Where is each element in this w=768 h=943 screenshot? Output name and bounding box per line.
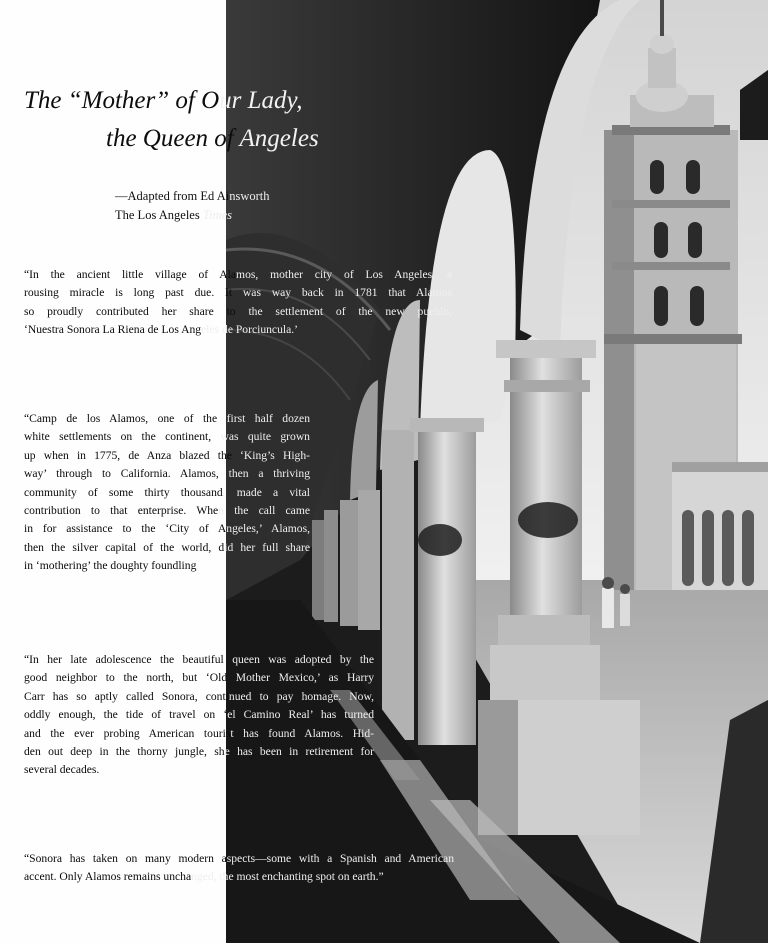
text-segment-light: several decades.	[24, 763, 100, 777]
text-line	[24, 502, 310, 520]
text-segment-light: oddly enough, the tide of travel on ‘	[24, 708, 228, 722]
text-segment-dark: was quite grown	[220, 430, 310, 444]
text-line	[24, 743, 374, 761]
text-segment-dark: was way back in 1781 that Alamos	[242, 286, 452, 300]
text-segment-dark: nued to pay homage. Now,	[228, 689, 374, 703]
text-segment-dark: t has found Alamos. Hid-	[230, 726, 374, 740]
text-segment-light: community of some thirty thousand	[24, 485, 223, 499]
text-segment-light: “In her late adolescence the beautiful	[24, 653, 233, 666]
text-segment-dark: e has been in retirement for	[224, 745, 374, 759]
text-line	[24, 706, 374, 724]
text-line	[24, 725, 374, 743]
text-segment-dark: el Camino Real’ has turned	[227, 708, 375, 722]
text-segment-light: rousing miracle is long past due. It	[24, 286, 243, 300]
paragraph-4	[24, 850, 454, 887]
text-segment-light: Carr has so aptly called Sonora, conti	[24, 689, 229, 703]
text-line	[24, 651, 374, 669]
text-segment-dark: ‘King’s High-	[231, 448, 310, 462]
paragraph-3	[24, 651, 374, 780]
text-segment-light: “Camp de los Alamos, one of the	[24, 412, 227, 425]
text-segment-light: ‘Nuestra Sonora La Riena de Los Ang	[24, 323, 202, 337]
text-segment-dark: n the call came	[218, 504, 310, 518]
paragraph-1	[24, 266, 452, 340]
text-line	[24, 465, 310, 483]
text-segment-dark: then a thriving	[228, 467, 310, 481]
text-segment-dark: ngeles,’ Alamos,	[226, 522, 310, 536]
text-segment-light: white settlements on the continent,	[24, 430, 221, 444]
text-segment-light: way’ through to California. Alamos,	[24, 467, 229, 481]
text-line	[24, 520, 310, 538]
text-line	[24, 321, 452, 339]
text-segment-dark: nged, the most enchanting spot on earth.”	[191, 870, 384, 884]
text-segment-light: “Sonora has taken on many modern a	[24, 852, 227, 865]
source-publication: The Los Angeles Times	[115, 208, 233, 222]
text-line	[24, 284, 452, 302]
text-segment-light: then the silver capital of the world, d	[24, 540, 225, 554]
source-credit: —Adapted from Ed Ainsworth	[115, 189, 270, 203]
text-line	[24, 410, 310, 428]
text-segment-dark: first half dozen	[226, 412, 310, 425]
text-segment-dark: spects—some with a Spanish and American	[226, 852, 454, 865]
text-line	[24, 539, 310, 557]
text-segment-dark: eles de Porciuncula.’	[201, 323, 298, 337]
text-line	[24, 447, 310, 465]
text-line	[24, 557, 310, 575]
text-segment-dark: the settlement of the new pueblo,	[248, 304, 452, 318]
text-segment-dark: id her full share	[224, 540, 310, 554]
paragraph-2	[24, 410, 310, 576]
text-segment-dark: , made a vital	[222, 485, 310, 499]
text-segment-light: good neighbor to the north, but ‘Old	[24, 671, 228, 685]
text-segment-light: up when in 1775, de Anza blazed the	[24, 448, 232, 462]
text-line	[24, 303, 452, 321]
text-line	[24, 761, 374, 779]
text-line	[24, 688, 374, 706]
text-segment-dark: mos, mother city of Los Angeles, a	[236, 268, 452, 281]
text-segment-light: and the ever probing American touris	[24, 726, 231, 740]
text-segment-light: “In the ancient little village of Ala	[24, 268, 237, 281]
text-segment-dark: queen was adopted by the	[232, 653, 375, 666]
article-title-line-2: the Queen of Angeles	[106, 125, 319, 152]
text-line	[24, 484, 310, 502]
text-segment-light: so proudly contributed her share to	[24, 304, 249, 318]
text-segment-dark: .	[196, 559, 200, 573]
text-segment-light: in ‘mothering’ the doughty foundling	[24, 559, 197, 573]
text-segment-dark: Mother Mexico,’ as Harry	[227, 671, 374, 685]
text-line	[24, 669, 374, 687]
text-line	[24, 428, 310, 446]
text-segment-light: in for assistance to the ‘City of A	[24, 522, 227, 536]
text-segment-light: den out deep in the thorny jungle, sh	[24, 745, 225, 759]
text-line	[24, 850, 454, 868]
text-line	[24, 868, 454, 886]
text-segment-light: contribution to that enterprise. Whe	[24, 504, 219, 518]
text-line	[24, 266, 452, 284]
text-segment-light: accent. Only Alamos remains uncha	[24, 870, 192, 884]
article-title-line-1: The “Mother” of Our Lady,	[24, 87, 303, 114]
